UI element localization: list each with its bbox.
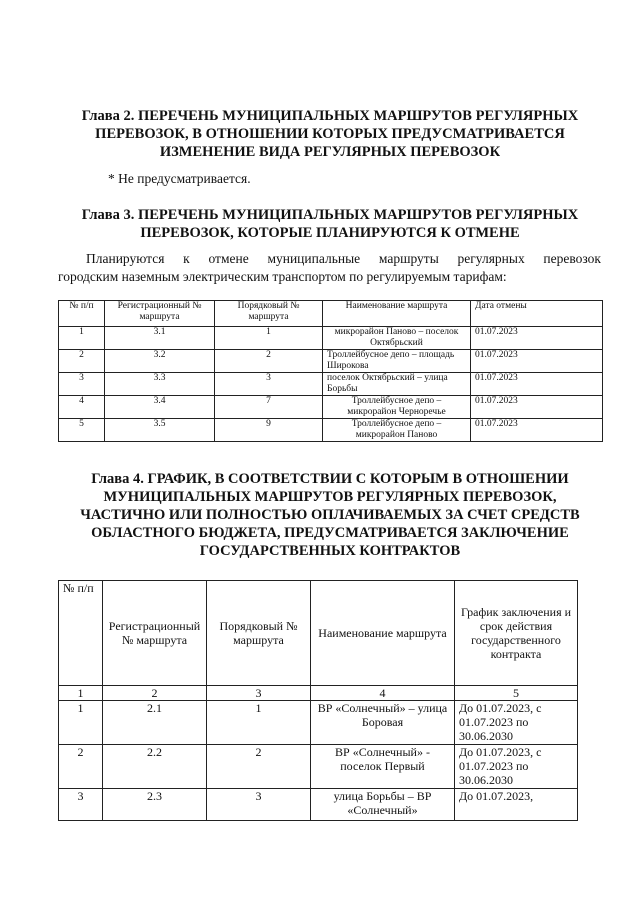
header-cell: График заключения и срок действия государственного контракта xyxy=(455,581,578,686)
table-header-row xyxy=(59,581,578,686)
table-row: 3 3.3 3 поселок Октябрьский – улица Борьбы 01.07.2023 xyxy=(59,373,603,396)
contract-schedule-table xyxy=(58,580,578,821)
table-row: 2 3.2 2 Троллейбусное депо – площадь Широкова 01.07.2023 xyxy=(59,350,603,373)
chapter-2-heading: Глава 2. ПЕРЕЧЕНЬ МУНИЦИПАЛЬНЫХ МАРШРУТОВ РЕГУЛЯРНЫХ ПЕРЕВОЗОК, В ОТНОШЕНИИ КОТОРЫХ ПРЕДУСМАТРИВАЕТСЯ ИЗМЕНЕНИЕ ВИДА РЕГУЛЯРНЫХ ПЕРЕВОЗОК xyxy=(81,108,579,160)
header-cell: Порядковый № маршрута xyxy=(215,301,323,327)
header-cell: № п/п xyxy=(59,581,103,686)
header-cell: Регистрационный № маршрута xyxy=(103,581,207,686)
header-cell: Порядковый № маршрута xyxy=(207,581,311,686)
table-row: 1 3.1 1 микрорайон Паново – поселок Октябрьский 01.07.2023 xyxy=(59,327,603,350)
header-cell: № п/п xyxy=(59,301,105,327)
header-cell: Наименование маршрута xyxy=(323,301,471,327)
table-header-row xyxy=(59,301,603,327)
chapter-2-note: * Не предусматривается. xyxy=(108,171,251,186)
table-row: 2 2.2 2 ВР «Солнечный» - поселок Первый До 01.07.2023, с 01.07.2023 по 30.06.2030 xyxy=(59,745,578,789)
column-number-row: 1 2 3 4 5 xyxy=(59,686,578,701)
header-cell: Регистрационный № маршрута xyxy=(105,301,215,327)
table-row: 4 3.4 7 Троллейбусное депо – микрорайон Черноречье 01.07.2023 xyxy=(59,396,603,419)
chapter-3-heading: Глава 3. ПЕРЕЧЕНЬ МУНИЦИПАЛЬНЫХ МАРШРУТОВ РЕГУЛЯРНЫХ ПЕРЕВОЗОК, КОТОРЫЕ ПЛАНИРУЮТСЯ К ОТМЕНЕ xyxy=(81,207,579,241)
cancellation-table xyxy=(58,300,603,442)
table-row: 3 2.3 3 улица Борьбы – ВР «Солнечный» До 01.07.2023, xyxy=(59,789,578,821)
table-row: 5 3.5 9 Троллейбусное депо – микрорайон Паново 01.07.2023 xyxy=(59,419,603,442)
chapter-3-paragraph-line-1: Планируются к отмене муниципальные маршруты регулярных перевозок xyxy=(86,251,601,266)
chapter-4-heading: Глава 4. ГРАФИК, В СООТВЕТСТВИИ С КОТОРЫМ В ОТНОШЕНИИ МУНИЦИПАЛЬНЫХ МАРШРУТОВ РЕГУЛЯРНЫХ ПЕРЕВОЗОК, ЧАСТИЧНО ИЛИ ПОЛНОСТЬЮ ОПЛАЧИВАЕМЫХ ЗА СЧЕТ СРЕДСТВ ОБЛАСТНОГО БЮДЖЕТА, ПРЕДУСМАТРИВАЕТСЯ ЗАКЛЮЧЕНИЕ ГОСУДАРСТВЕННЫХ КОНТРАКТОВ xyxy=(80,471,580,559)
chapter-3-paragraph-line-2: городским наземным электрическим транспортом по регулируемым тарифам: xyxy=(58,269,507,284)
table-row: 1 2.1 1 ВР «Солнечный» – улица Боровая До 01.07.2023, с 01.07.2023 по 30.06.2030 xyxy=(59,701,578,745)
header-cell: Наименование маршрута xyxy=(311,581,455,686)
header-cell: Дата отмены xyxy=(471,301,603,327)
